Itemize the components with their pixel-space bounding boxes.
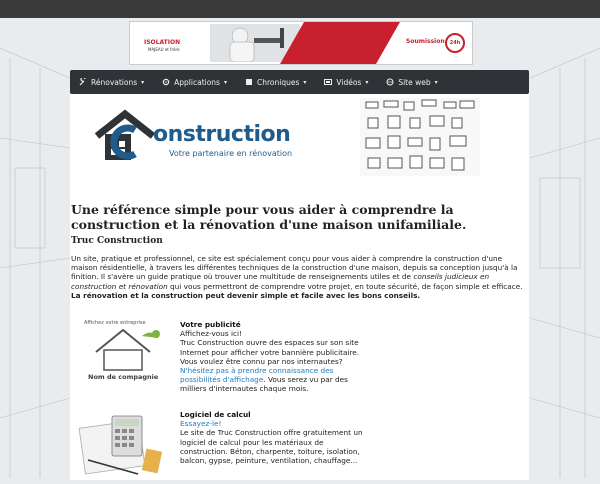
nav-label: Applications: [174, 77, 220, 87]
book-icon: [245, 78, 253, 86]
card-body-text: Truc Construction ouvre des espaces sur son site Internet pour afficher votre bannière publicitaire. Vous voulez être connu par nos internautes?: [180, 338, 360, 366]
caret-down-icon: ▾: [303, 78, 307, 86]
tools-illustration: [360, 98, 480, 176]
card-body: [180, 338, 370, 393]
logo-tagline: Votre partenaire en rénovation: [169, 149, 293, 158]
globe-icon: [386, 78, 394, 86]
site-logo[interactable]: [95, 108, 305, 164]
display-options-link[interactable]: N'hésitez pas à prendre connaissance des possibilités d'affichage: [180, 366, 334, 385]
card-title: Votre publicité: [180, 320, 241, 329]
film-icon: [324, 78, 332, 86]
nav-item-applications[interactable]: [153, 70, 236, 94]
intro-paragraph: [71, 254, 529, 300]
nav-label: Vidéos: [336, 77, 362, 87]
nav-label: Rénovations: [91, 77, 138, 87]
main-nav: [70, 70, 529, 94]
ad-illustration[interactable]: [78, 316, 168, 384]
caret-down-icon: ▾: [141, 78, 145, 86]
card-title: Logiciel de calcul: [180, 410, 251, 419]
intro-bold: La rénovation et la construction peut devenir simple et facile avec les bons conseils.: [71, 290, 421, 300]
nav-item-renovations[interactable]: [70, 70, 153, 94]
intro-italic: conseils judicieux en construction et rénovation: [71, 272, 490, 291]
ad-caption-top: Affichez votre entreprise: [84, 320, 146, 326]
nav-item-chroniques[interactable]: [236, 70, 315, 94]
nav-label: Site web: [398, 77, 431, 87]
card-body: Le site de Truc Construction offre gratuitement un logiciel de calcul pour les matériaux de construction. Béton, charpente, toiture, isolation, balcon, gypse, peinture, ventilation, chauffage...: [180, 428, 363, 466]
main-content: [70, 94, 529, 480]
calculator-illustration[interactable]: [78, 410, 168, 478]
nav-item-site-web[interactable]: [377, 70, 446, 94]
intro-text: Un site, pratique et professionnel, ce site est spécialement conçu pour vous aider à comprendre la construction d'une maison résidentielle, à travers les différentes techniques de la construction d'une maison, depuis sa conception jusqu'à la finition. Il s'avère un guide pratique où trouver une multitude de renseignements utiles et de: [71, 254, 518, 282]
banner-cta[interactable]: Soumission: [406, 38, 445, 45]
wrench-icon: [79, 78, 87, 86]
banner-24h-badge: 24h: [445, 33, 465, 53]
caret-down-icon: ▾: [434, 78, 438, 86]
try-it-link[interactable]: Essayez-le!: [180, 419, 222, 429]
card-body-after: . Vous serez vu par des milliers d'internautes chaque mois.: [180, 375, 348, 394]
card-subtitle: Affichez-vous ici!: [180, 329, 242, 339]
ad-caption-bottom: Nom de compagnie: [88, 373, 159, 381]
intro-text-after: qui vous permettront de comprendre votre projet, en toute sécurité, de façon simple et efficace.: [167, 281, 523, 291]
card-calculator: [180, 410, 370, 465]
top-bar: [0, 0, 600, 18]
section-title: Truc Construction: [71, 236, 163, 246]
nav-label: Chroniques: [257, 77, 300, 87]
page-heading: Une référence simple pour vous aider à comprendre la construction et la rénovation d'une maison unifamiliale.: [71, 202, 467, 232]
nav-item-videos[interactable]: [315, 70, 377, 94]
caret-down-icon: ▾: [223, 78, 227, 86]
banner-ad[interactable]: [129, 21, 473, 65]
banner-brand: ISOLATION: [144, 39, 181, 46]
gear-icon: [162, 78, 170, 86]
card-ad: [180, 320, 370, 394]
banner-brand-sub: MAJEAU et frère: [148, 47, 180, 52]
caret-down-icon: ▾: [365, 78, 369, 86]
logo-wordmark: onstruction: [153, 122, 291, 147]
